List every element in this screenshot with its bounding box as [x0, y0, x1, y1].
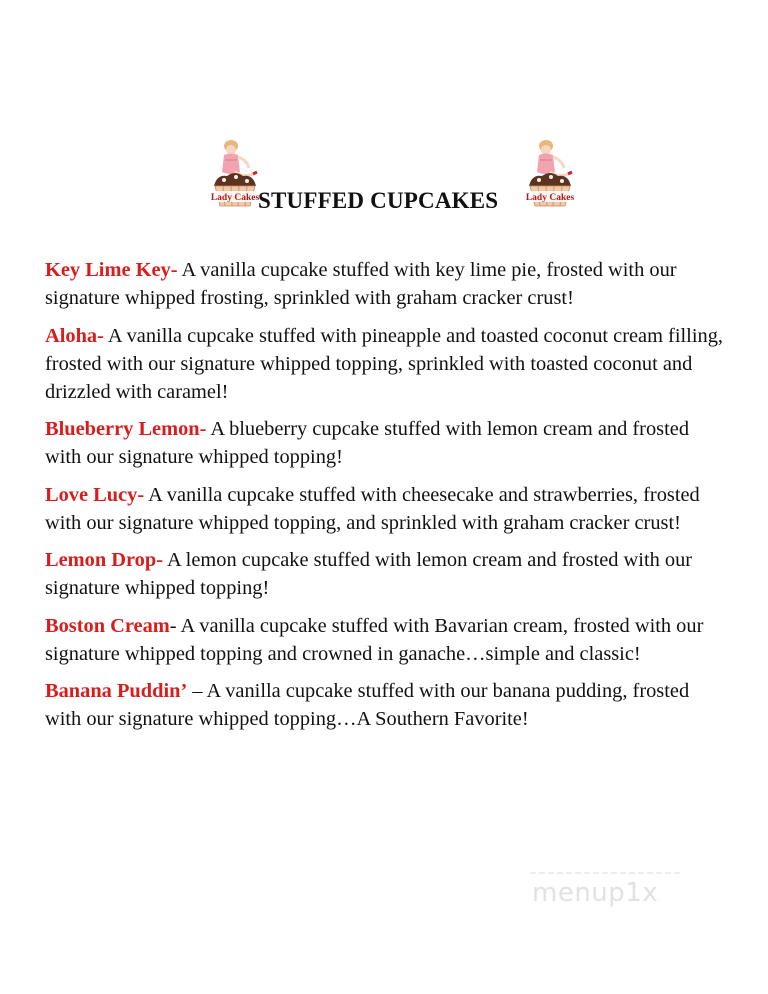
- menu-item-aloha: [45, 322, 725, 406]
- pinup-girl-cupcake-icon: [524, 138, 576, 212]
- item-description: - A vanilla cupcake stuffed with Bavarian cream, frosted with our signature whipped topping and crowned in ganache…simple and classic!: [45, 614, 704, 665]
- item-name: Boston Cream: [45, 614, 170, 637]
- item-name: Lemon Drop-: [45, 549, 164, 571]
- lady-cakes-logo: [209, 138, 261, 212]
- menu-item-banana-puddin: [45, 677, 725, 733]
- menu-item-lemon-drop: [45, 546, 725, 602]
- pinup-girl-cupcake-icon: [209, 138, 261, 212]
- menu-item-boston-cream: [45, 612, 725, 668]
- item-description: A lemon cupcake stuffed with lemon cream and frosted with our signature whipped topping!: [45, 549, 693, 599]
- item-description: A vanilla cupcake stuffed with cheesecake and strawberries, frosted with our signature whipped topping, and sprinkled with graham cracker crust!: [45, 483, 700, 534]
- svg-text:Lady Cakes: Lady Cakes: [210, 193, 260, 203]
- menu-item-love-lucy: [45, 481, 725, 537]
- item-description: A vanilla cupcake stuffed with pineapple and toasted coconut cream filling, frosted with our signature whipped topping, sprinkled with toasted coconut and drizzled with caramel!: [45, 324, 723, 403]
- menu-item-blueberry-lemon: [45, 415, 725, 471]
- menu-item-key-lime-key: [45, 256, 725, 312]
- item-name: Aloha-: [45, 324, 104, 347]
- watermark-decoration: [530, 868, 680, 878]
- item-description: A blueberry cupcake stuffed with lemon cream and frosted with our signature whipped topping!: [45, 418, 690, 468]
- cupcake-menu-list: [45, 256, 725, 743]
- page-title: STUFFED CUPCAKES: [258, 188, 499, 213]
- item-name: Banana Puddin’: [45, 680, 188, 702]
- lady-cakes-logo: [524, 138, 576, 212]
- svg-text:Lady Cakes: Lady Cakes: [525, 193, 575, 203]
- menupix-watermark: menup1x: [532, 878, 659, 908]
- item-description: – A vanilla cupcake stuffed with our banana pudding, frosted with our signature whipped topping…A Southern Favorite!: [45, 680, 690, 730]
- menu-header: [0, 138, 768, 218]
- item-description: A vanilla cupcake stuffed with key lime pie, frosted with our signature whipped frosting, sprinkled with graham cracker crust!: [45, 259, 677, 309]
- item-name: Key Lime Key-: [45, 259, 178, 281]
- item-name: Love Lucy-: [45, 483, 145, 506]
- item-name: Blueberry Lemon-: [45, 418, 207, 440]
